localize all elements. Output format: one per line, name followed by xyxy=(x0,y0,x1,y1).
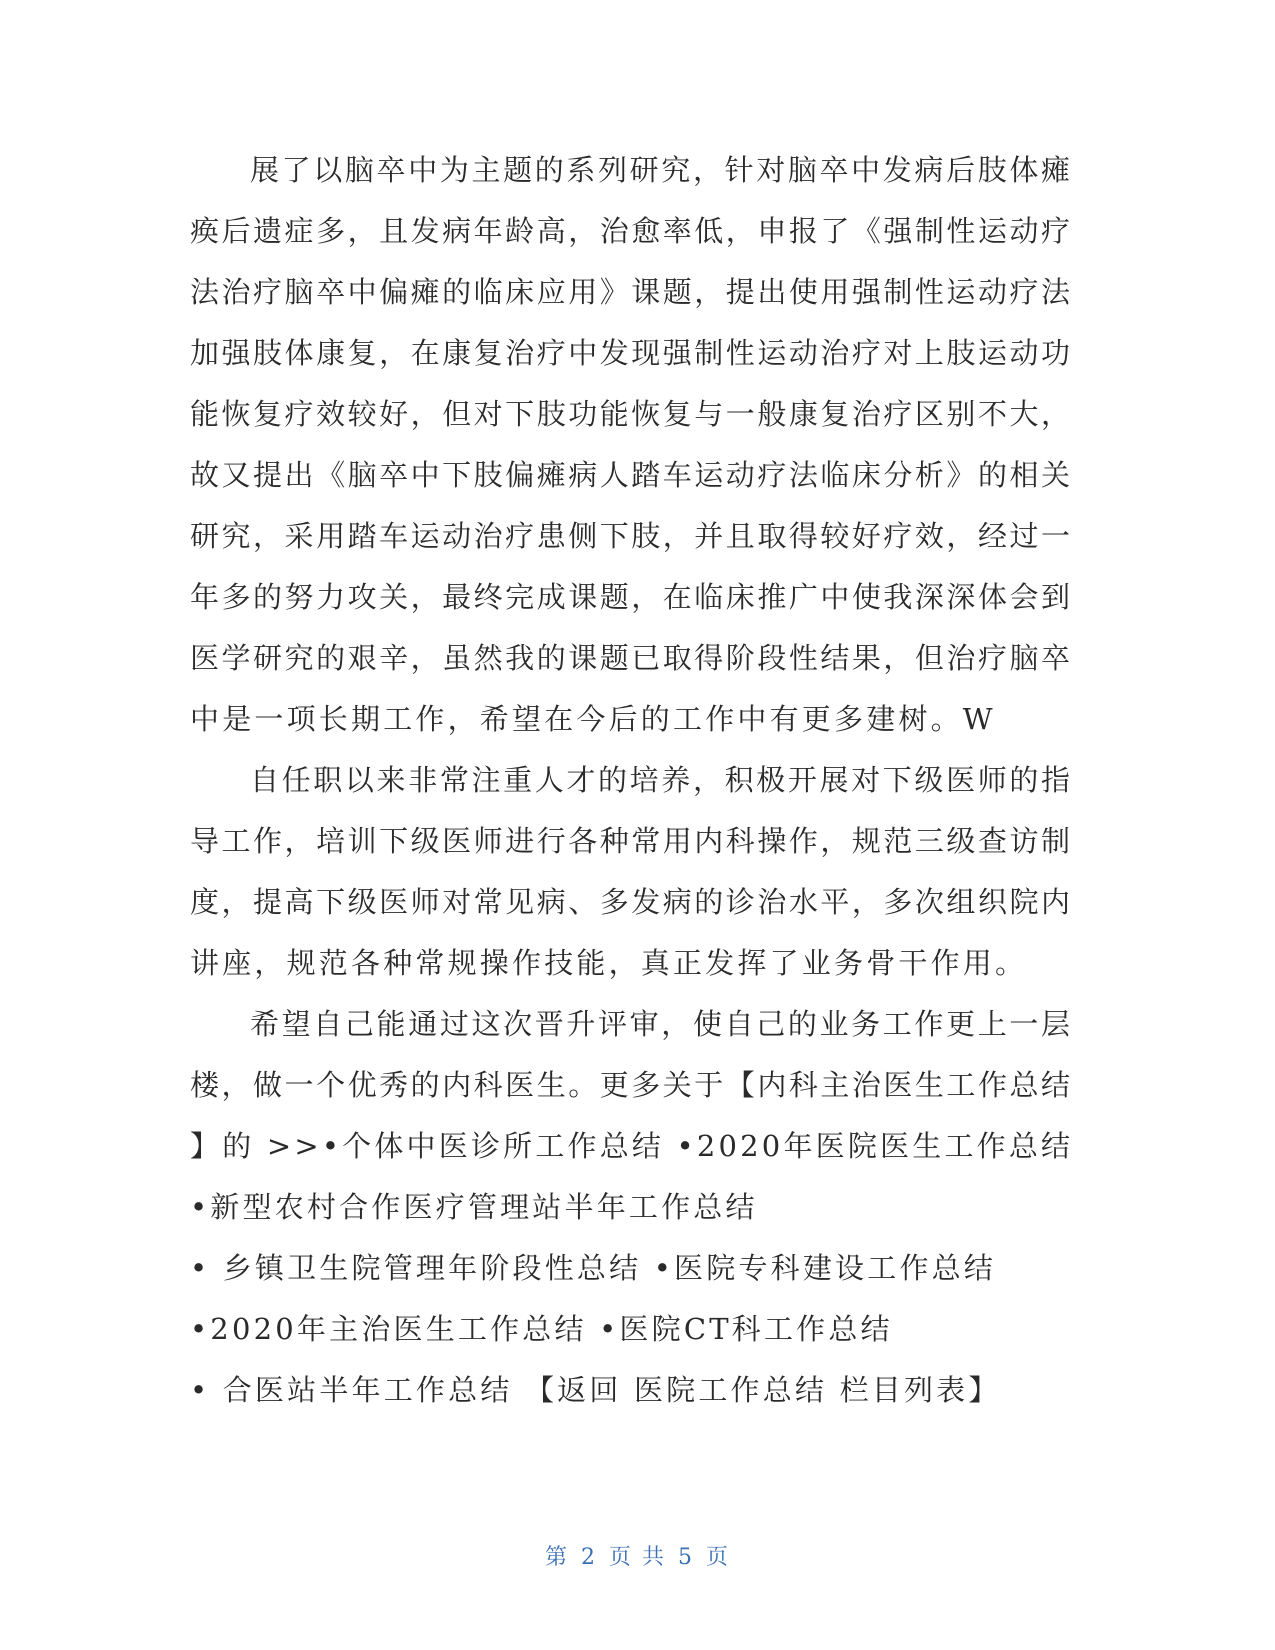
paragraph-3 xyxy=(190,994,1074,1421)
text-line: 度，提高下级医师对常见病、多发病的诊治水平，多次组织院内 xyxy=(190,885,1070,919)
text-line: 年多的努力攻关，最终完成课题，在临床推广中使我深深体会到 xyxy=(190,580,1070,614)
text-line: 中是一项长期工作，希望在今后的工作中有更多建树。W xyxy=(190,702,996,736)
text-line: 研究，采用踏车运动治疗患侧下肢，并且取得较好疗效，经过一 xyxy=(190,519,1070,553)
footer-label-end: 页 xyxy=(706,1545,731,1570)
related-links-line[interactable]: • 乡镇卫生院管理年阶段性总结 •医院专科建设工作总结 xyxy=(190,1251,997,1285)
text-line: 自任职以来非常注重人才的培养，积极开展对下级医师的指 xyxy=(250,763,1070,797)
paragraph-2 xyxy=(190,750,1070,994)
text-line: 希望自己能通过这次晋升评审，使自己的业务工作更上一层 xyxy=(250,1007,1070,1041)
document-body xyxy=(190,140,1074,1421)
total-page-number: 5 xyxy=(678,1545,694,1570)
footer-label-page: 第 xyxy=(544,1545,569,1570)
paragraph-1 xyxy=(190,140,1070,750)
related-links-line[interactable]: 】的 >>•个体中医诊所工作总结 •2020年医院医生工作总结 xyxy=(190,1129,1074,1163)
related-links-line[interactable]: •新型农村合作医疗管理站半年工作总结 xyxy=(190,1190,758,1224)
footer-label-of: 页 共 xyxy=(609,1545,666,1570)
current-page-number: 2 xyxy=(581,1545,597,1570)
text-line: 能恢复疗效较好，但对下肢功能恢复与一般康复治疗区别不大， xyxy=(190,397,1070,431)
page-number-footer xyxy=(0,1540,1275,1571)
text-line: 讲座，规范各种常规操作技能，真正发挥了业务骨干作用。 xyxy=(190,946,1028,980)
text-line: 故又提出《脑卒中下肢偏瘫病人踏车运动疗法临床分析》的相关 xyxy=(190,458,1070,492)
related-links-line[interactable]: •2020年主治医生工作总结 •医院CT科工作总结 xyxy=(190,1312,893,1346)
text-line: 导工作，培训下级医师进行各种常用内科操作，规范三级查访制 xyxy=(190,824,1070,858)
text-line: 痪后遗症多，且发病年龄高，治愈率低，申报了《强制性运动疗 xyxy=(190,214,1070,248)
text-line: 法治疗脑卒中偏瘫的临床应用》课题，提出使用强制性运动疗法 xyxy=(190,275,1070,309)
text-line: 展了以脑卒中为主题的系列研究，针对脑卒中发病后肢体瘫 xyxy=(250,153,1070,187)
related-links-line[interactable]: • 合医站半年工作总结 【返回 医院工作总结 栏目列表】 xyxy=(190,1373,1001,1407)
text-line: 楼，做一个优秀的内科医生。更多关于【内科主治医生工作总结 xyxy=(190,1068,1070,1102)
text-line: 加强肢体康复，在康复治疗中发现强制性运动治疗对上肢运动功 xyxy=(190,336,1070,370)
text-line: 医学研究的艰辛，虽然我的课题已取得阶段性结果，但治疗脑卒 xyxy=(190,641,1070,675)
